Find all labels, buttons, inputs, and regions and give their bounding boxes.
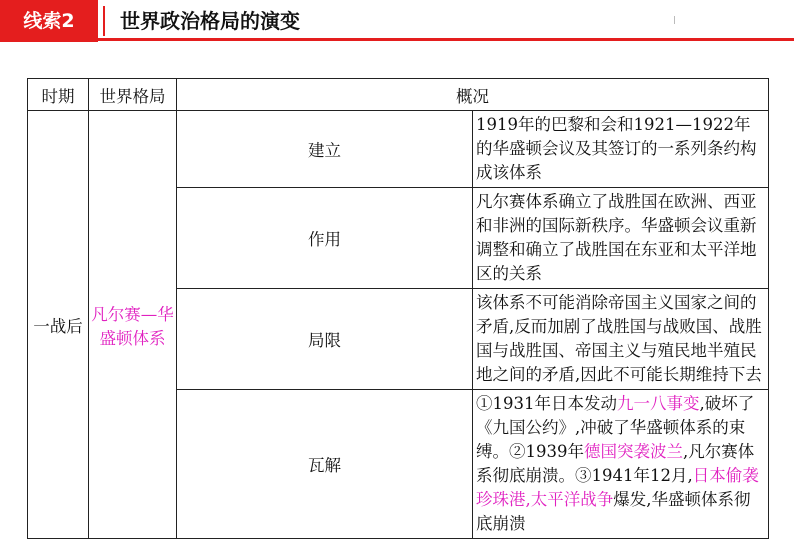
header-underline <box>98 38 794 41</box>
header-overview: 概况 <box>177 79 769 111</box>
table-header-row <box>28 79 769 111</box>
header-pattern: 世界格局 <box>89 79 177 111</box>
header-period: 时期 <box>28 79 89 111</box>
row-label: 建立 <box>177 111 473 188</box>
section-tag: 线索2 <box>0 0 98 42</box>
period-cell: 一战后 <box>28 111 89 539</box>
row-text <box>473 390 769 539</box>
table-row <box>28 111 769 188</box>
text-segment: 爆发,华盛顿体系彻底崩溃 <box>476 490 751 533</box>
divider <box>103 6 105 36</box>
row-label: 局限 <box>177 289 473 390</box>
text-segment: ,凡尔赛体系彻底崩溃。③1941年12月, <box>476 442 755 485</box>
row-text: 凡尔赛体系确立了战胜国在欧洲、西亚和非洲的国际新秩序。华盛顿会议重新调整和确立了战胜国在东亚和太平洋地区的关系 <box>473 188 769 289</box>
row-text: 1919年的巴黎和会和1921—1922年的华盛顿会议及其签订的一系列条约构成该体系 <box>473 111 769 188</box>
highlight-text: 日本偷袭珍珠港,太平洋战争 <box>476 466 759 509</box>
divider <box>674 16 675 24</box>
pattern-cell: 凡尔赛—华盛顿体系 <box>89 111 177 539</box>
page-title: 世界政治格局的演变 <box>120 9 300 33</box>
header-bar <box>0 0 794 42</box>
text-segment: ①1931年日本发动 <box>476 394 617 413</box>
highlight-text: 九一八事变 <box>617 394 700 413</box>
row-label: 瓦解 <box>177 390 473 539</box>
row-text: 该体系不可能消除帝国主义国家之间的矛盾,反而加剧了战胜国与战败国、战胜国与战胜国、帝国主义与殖民地半殖民地之间的矛盾,因此不可能长期维持下去 <box>473 289 769 390</box>
highlight-text: 德国突袭波兰 <box>584 442 683 461</box>
row-label: 作用 <box>177 188 473 289</box>
summary-table <box>27 78 769 539</box>
text-segment: ,破坏了《九国公约》,冲破了华盛顿体系的束缚。②1939年 <box>476 394 755 461</box>
